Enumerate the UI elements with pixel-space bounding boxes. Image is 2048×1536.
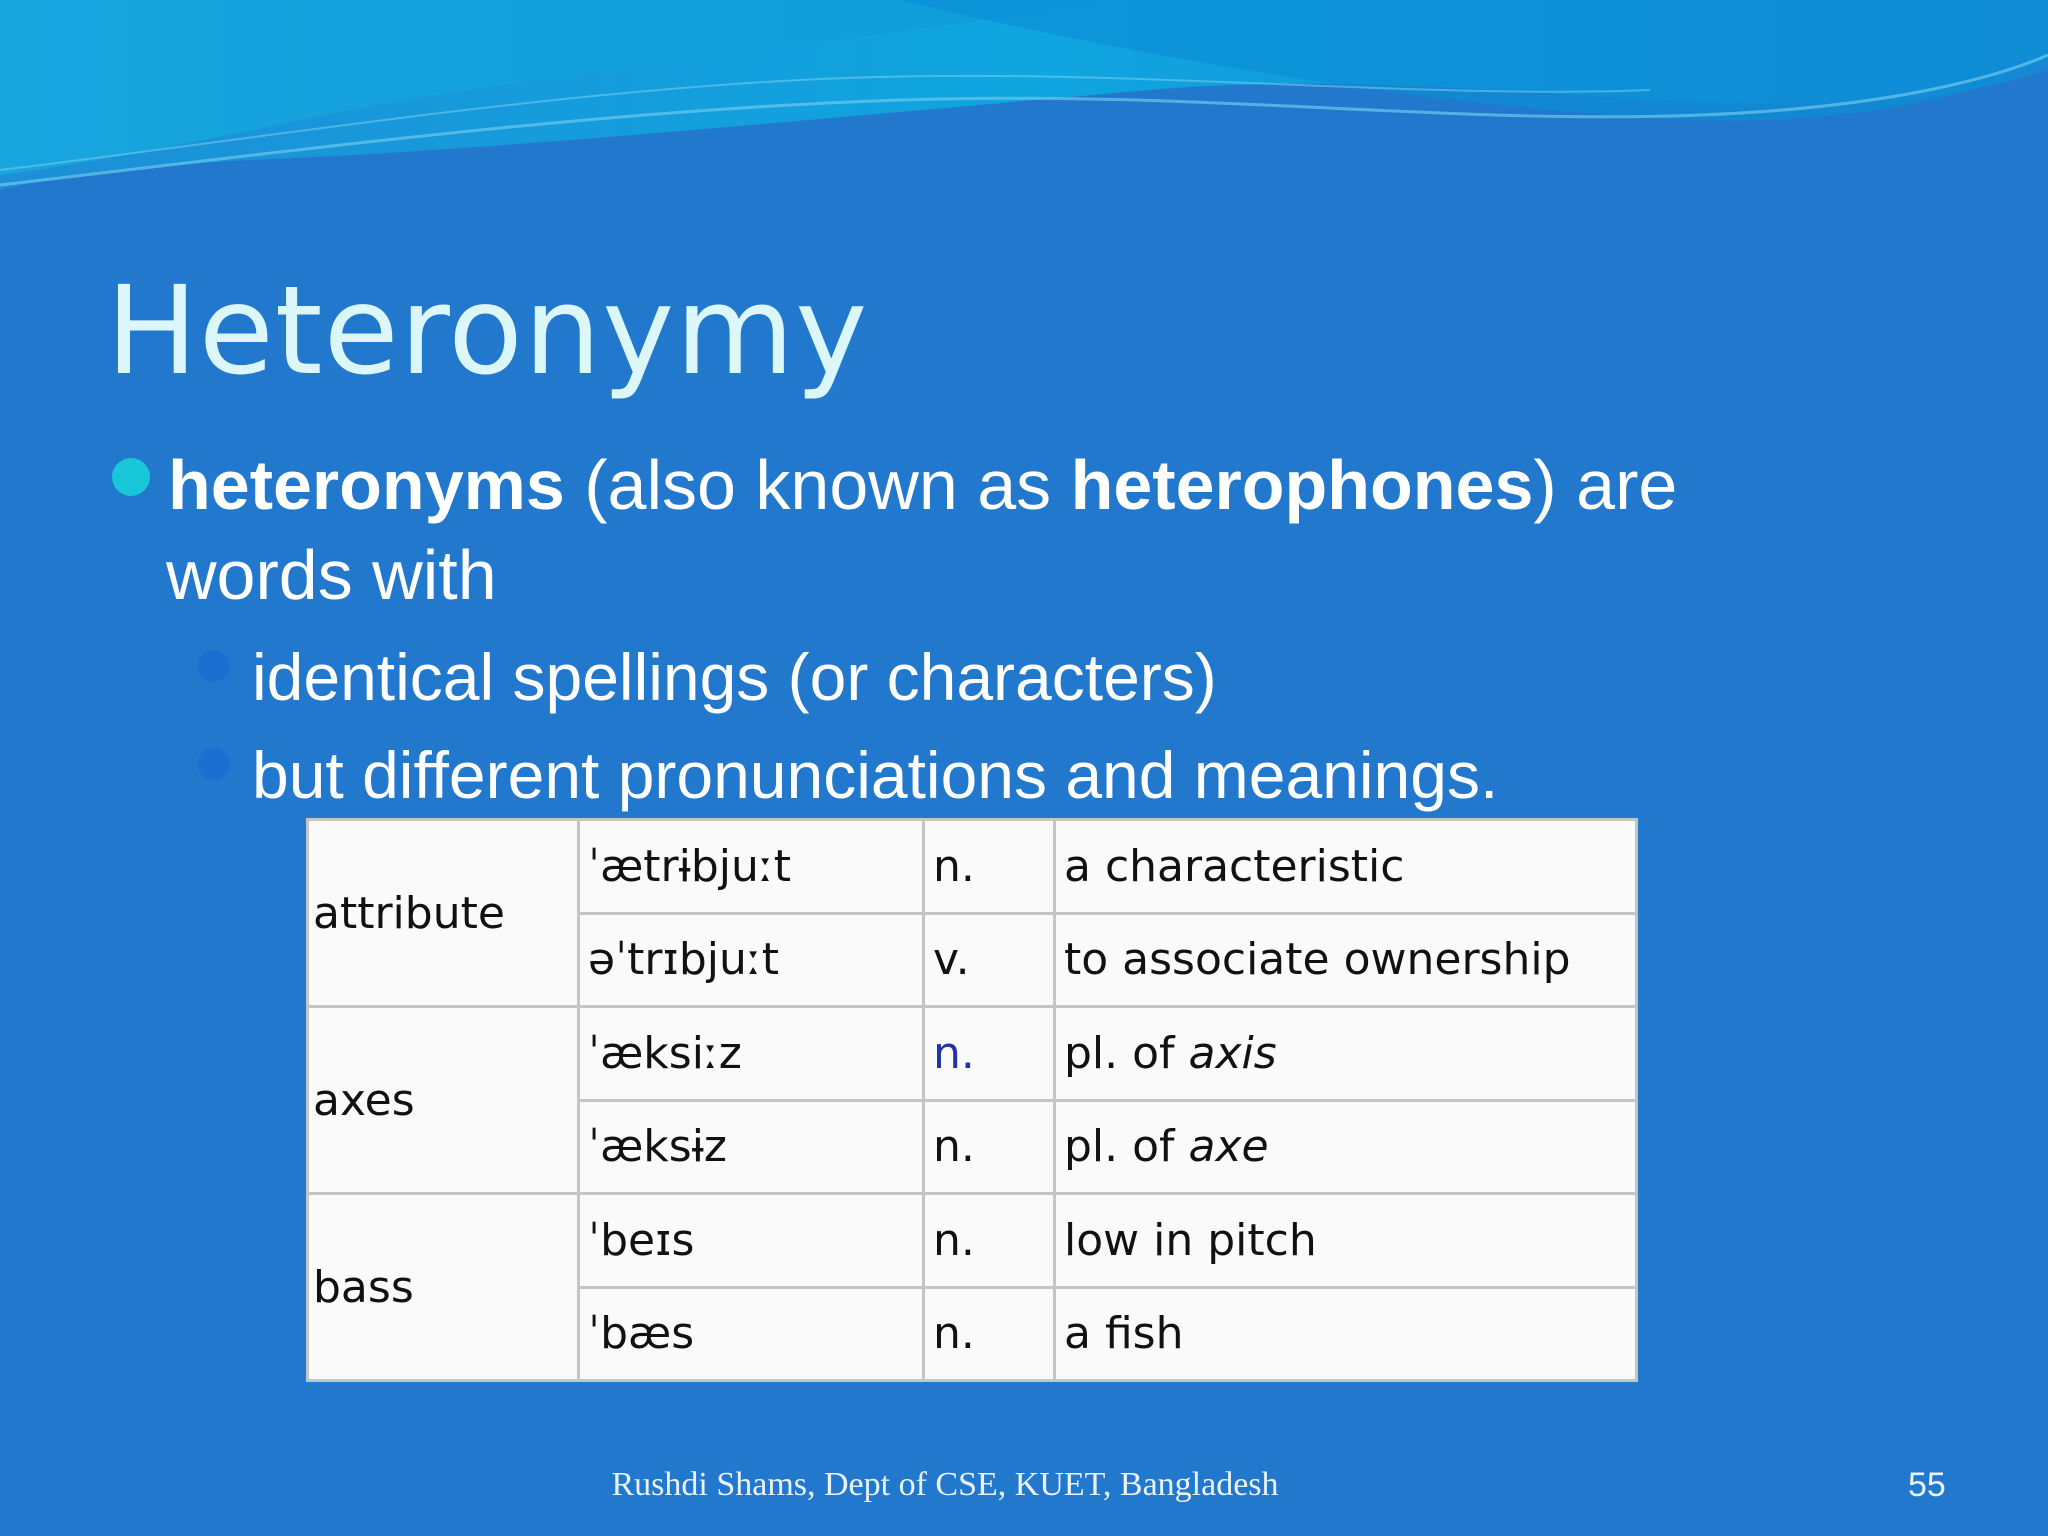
term-heteronyms: heteronyms — [168, 446, 565, 524]
slide-footer: Rushdi Shams, Dept of CSE, KUET, Bangladesh — [611, 1466, 1279, 1503]
table-pos-cell: n. — [924, 1287, 1055, 1381]
term-heterophones: heterophones — [1070, 446, 1534, 524]
sub-bullet-text: identical spellings (or characters) — [252, 640, 1217, 714]
table-meaning-cell: to associate ownership — [1055, 913, 1637, 1007]
meaning-italic: axe — [1188, 1121, 1269, 1173]
meaning-prefix: pl. of — [1064, 1121, 1189, 1173]
bullet-text-part: ) are — [1533, 446, 1678, 524]
table-pos-cell: n. — [924, 1007, 1055, 1101]
table-row — [308, 1194, 1637, 1288]
table-pronunciation-cell: ˈæksɨz — [579, 1100, 924, 1194]
table-pronunciation-cell: ˈætrɨbjuːt — [579, 820, 924, 914]
table-pronunciation-cell: ˈæksiːz — [579, 1007, 924, 1101]
main-bullet-text — [168, 440, 1988, 620]
meaning-prefix: pl. of — [1064, 1027, 1189, 1079]
page-number: 55 — [1908, 1466, 1946, 1504]
sub-bullet-text: but different pronunciations and meanings. — [252, 738, 1499, 812]
table-pos-cell: n. — [924, 820, 1055, 914]
header-wave-decoration — [0, 0, 2048, 240]
table-pronunciation-cell: əˈtrɪbjuːt — [579, 913, 924, 1007]
sub-bullet-dot-icon — [198, 650, 230, 682]
sub-bullet-dot-icon — [198, 748, 230, 780]
table-pos-cell: n. — [924, 1100, 1055, 1194]
table-meaning-cell: a fish — [1055, 1287, 1637, 1381]
heteronym-table-container — [306, 818, 1638, 1382]
heteronym-table — [306, 818, 1638, 1382]
slide-title: Heteronymy — [106, 260, 869, 402]
table-meaning-cell: low in pitch — [1055, 1194, 1637, 1288]
bullet-text-part: words with — [166, 536, 497, 614]
table-pronunciation-cell: ˈbeɪs — [579, 1194, 924, 1288]
table-pos-cell: n. — [924, 1194, 1055, 1288]
table-row — [308, 820, 1637, 914]
meaning-italic: axis — [1188, 1027, 1277, 1079]
table-pos-cell: v. — [924, 913, 1055, 1007]
table-row — [308, 1007, 1637, 1101]
table-word-cell: axes — [308, 1007, 579, 1194]
bullet-text-part: (also known as — [564, 446, 1071, 524]
table-word-cell: attribute — [308, 820, 579, 1007]
table-meaning-cell: a characteristic — [1055, 820, 1637, 914]
table-meaning-cell — [1055, 1100, 1637, 1194]
table-meaning-cell — [1055, 1007, 1637, 1101]
table-pronunciation-cell: ˈbæs — [579, 1287, 924, 1381]
bullet-dot-icon — [112, 458, 150, 496]
table-word-cell: bass — [308, 1194, 579, 1381]
